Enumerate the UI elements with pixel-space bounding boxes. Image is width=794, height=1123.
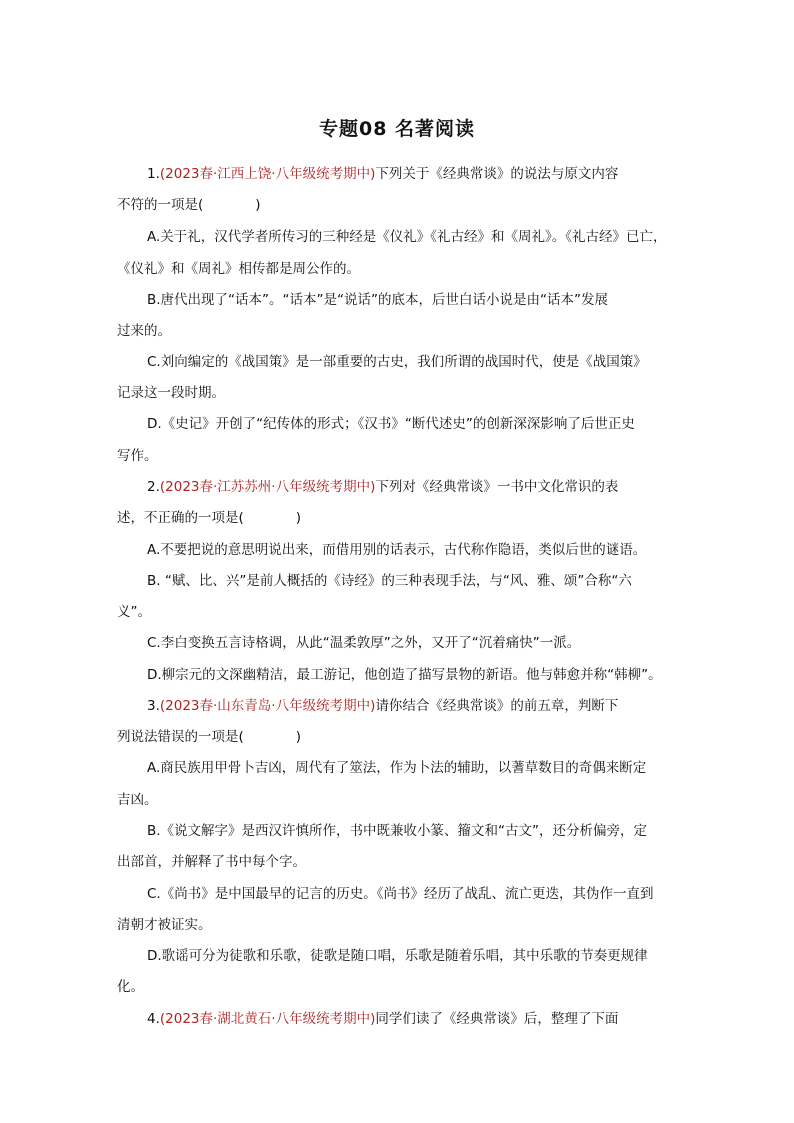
question-3-option-d: D.歌谣可分为徒歌和乐歌，徒歌是随口唱，乐歌是随着乐唱，其中乐歌的节奏更规律 <box>147 948 648 964</box>
question-3-stem-line-1 <box>147 696 618 716</box>
question-2-stem-text: 下列对《经典常谈》一书中文化常识的表 <box>375 479 619 495</box>
question-3-stem-text: 请你结合《经典常谈》的前五章，判断下 <box>375 698 619 714</box>
question-2-number: 2. <box>147 479 160 495</box>
question-1-option-c-cont: 记录这一段时期。 <box>117 385 225 401</box>
question-1-option-b-cont: 过来的。 <box>117 323 171 339</box>
question-4-source: (2023春·湖北黄石·八年级统考期中) <box>159 1011 376 1027</box>
question-1-option-d-cont: 写作。 <box>117 448 158 464</box>
question-1-option-a-cont: 《仪礼》和《周礼》相传都是周公作的。 <box>117 261 360 277</box>
question-2-stem-line-1 <box>147 477 618 497</box>
question-1-option-b: B.唐代出现了“话本”。“话本”是“说话”的底本，后世白话小说是由“话本”发展 <box>147 292 609 308</box>
question-2-option-b: B. “赋、比、兴”是前人概括的《诗经》的三种表现手法，与“风、雅、颂”合称“六 <box>147 573 632 589</box>
question-3-option-c: C.《尚书》是中国最早的记言的历史。《尚书》经历了战乱、流亡更迭，其伪作一直到 <box>147 886 654 902</box>
question-3-option-c-cont: 清朝才被证实。 <box>117 917 212 933</box>
question-2-option-c: C.李白变换五言诗格调，从此“温柔敦厚”之外，又开了“沉着痛快”一派。 <box>147 635 581 651</box>
question-2-option-b-cont: 义”。 <box>117 604 151 620</box>
question-2-stem-line-2: 述，不正确的一项是( ) <box>117 510 302 526</box>
question-2-option-a: A.不要把说的意思明说出来，而借用别的话表示，古代称作隐语，类似后世的谜语。 <box>147 542 647 558</box>
question-2-option-d: D.柳宗元的文深幽精洁，最工游记，他创造了描写景物的新语。他与韩愈并称“韩柳”。 <box>147 667 662 683</box>
page-title: 专题08 名著阅读 <box>318 118 476 140</box>
question-1-source: (2023春·江西上饶·八年级统考期中) <box>159 166 376 182</box>
question-4-stem-text: 同学们读了《经典常谈》后，整理了下面 <box>375 1011 619 1027</box>
question-1-stem-line-1 <box>147 164 618 184</box>
question-1-option-d: D.《史记》开创了“纪传体的形式；《汉书》“断代述史”的创新深深影响了后世正史 <box>147 416 635 432</box>
question-1-number: 1. <box>147 166 160 182</box>
question-3-source: (2023春·山东青岛·八年级统考期中) <box>159 698 376 714</box>
question-3-option-d-cont: 化。 <box>117 979 144 995</box>
question-4-number: 4. <box>147 1011 160 1027</box>
question-3-option-a: A.商民族用甲骨卜吉凶，周代有了筮法，作为卜法的辅助，以蓍草数目的奇偶来断定 <box>147 760 647 776</box>
question-3-stem-line-2: 列说法错误的一项是( ) <box>117 729 302 745</box>
question-3-option-a-cont: 吉凶。 <box>117 792 158 808</box>
question-3-number: 3. <box>147 698 160 714</box>
question-4-stem-line-1 <box>147 1009 618 1029</box>
question-3-option-b-cont: 出部首，并解释了书中每个字。 <box>117 854 306 870</box>
question-1-stem-text: 下列关于《经典常谈》的说法与原文内容 <box>375 166 619 182</box>
question-3-option-b: B.《说文解字》是西汉许慎所作，书中既兼收小篆、籀文和“古文”，还分析偏旁，定 <box>147 823 648 839</box>
question-1-stem-line-2: 不符的一项是( ) <box>117 197 261 213</box>
question-2-source: (2023春·江苏苏州·八年级统考期中) <box>159 479 376 495</box>
question-1-option-a: A.关于礼，汉代学者所传习的三种经是《仪礼》《礼古经》和《周礼》。《礼古经》已亡， <box>147 229 667 245</box>
question-1-option-c: C.刘向编定的《战国策》是一部重要的古史，我们所谓的战国时代，使是《战国策》 <box>147 354 647 370</box>
